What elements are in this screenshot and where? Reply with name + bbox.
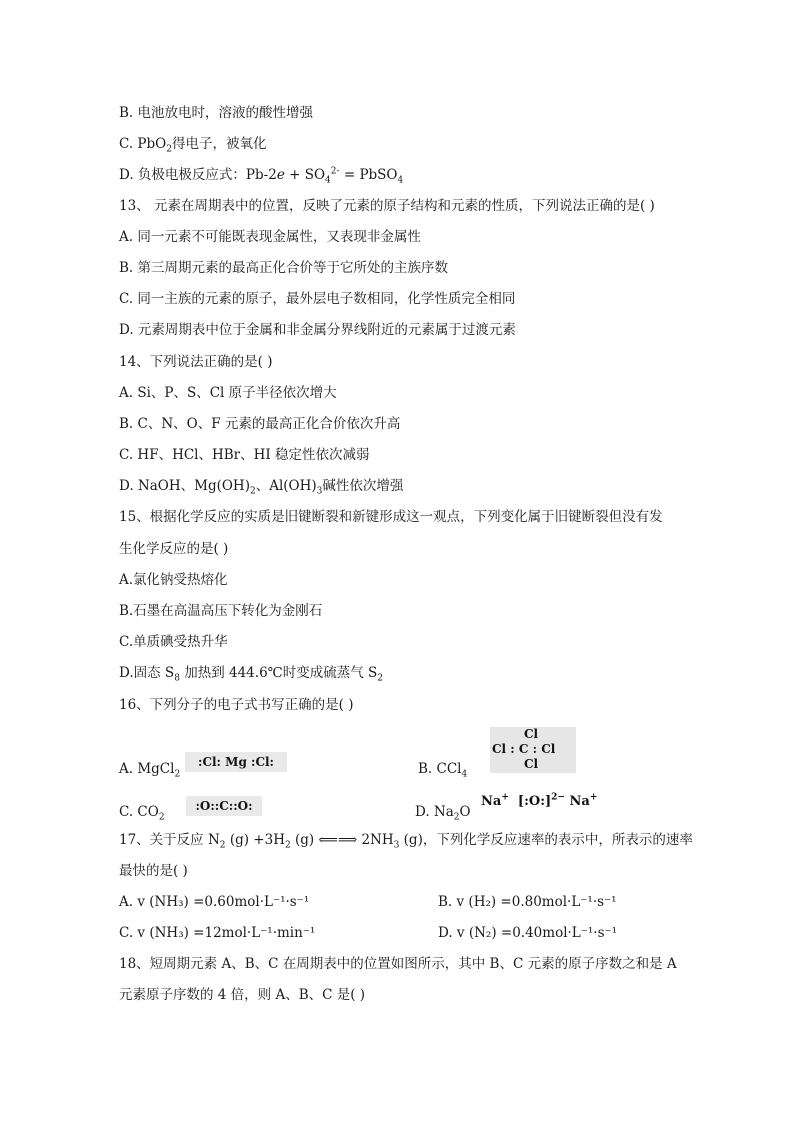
q13-option-b: B. 第三周期元素的最高正化合价等于它所处的主族序数 (119, 260, 449, 276)
q16-option-b-label: B. CCl$_4$ (418, 761, 468, 780)
q14-option-b: B. C、N、O、F 元素的最高正化合价依次升高 (119, 416, 401, 432)
q15-stem-line2: 生化学反应的是( ) (119, 541, 229, 557)
q15-option-b: B.石墨在高温高压下转化为金刚石 (119, 603, 323, 619)
q14-option-c: C. HF、HCl、HBr、HI 稳定性依次减弱 (119, 447, 370, 463)
q16-option-c-label: C. $CO_2$ (119, 804, 165, 823)
q17-stem-line1: 17、关于反应 $N_2$ $(g) +3H_2$ (g) ⟸⟹ $2NH_3$ (g)，下列化学反应速率的表示中，所表示的速率 (119, 832, 693, 851)
q13-option-d: D. 元素周期表中位于金属和非金属分界线附近的元素属于过渡元素 (119, 322, 516, 338)
q16-option-a-label: A. MgCl$_2$ (119, 761, 181, 780)
q14-option-a: A. Si、P、S、Cl 原子半径依次增大 (119, 385, 337, 401)
q16-option-d-label: D. $Na_2O$ (415, 804, 471, 823)
ccl4-bottom-cl: Cl (524, 757, 539, 771)
q15-option-c: C.单质碘受热升华 (119, 634, 228, 650)
q12-option-c: C. PbO$_2$得电子，被氧化 (119, 136, 267, 155)
q18-stem-line2: 元素原子序数的 4 倍，则 A、B、C 是( ) (119, 987, 366, 1003)
q16-option-d-electron-formula: Na+ [:O:]$^{2-}$ Na+ (481, 792, 598, 809)
q17-stem-line2: 最快的是( ) (119, 863, 188, 879)
q18-stem-line1: 18、短周期元素 A、B、C 在周期表中的位置如图所示，其中 B、C 元素的原子序数之和是 A (119, 956, 677, 972)
q16-option-b-electron-formula (490, 727, 576, 773)
ccl4-middle-row: Cl : C : Cl (492, 742, 556, 756)
q16-option-a-electron-formula: :Cl: Mg :Cl: (185, 752, 287, 772)
q16-option-c-electron-formula: :O::C::O: (186, 796, 262, 816)
q15-option-d: D.固态 $S_8$ 加热到 444.6℃时变成硫蒸气 $S_2$ (119, 665, 384, 684)
q12-option-b: B. 电池放电时，溶液的酸性增强 (119, 105, 314, 121)
q17-option-a: A. v (NH₃) =0.60mol·L⁻¹·s⁻¹ (119, 894, 310, 910)
q17-option-c: C. v (NH₃) =12mol·L⁻¹·min⁻¹ (119, 925, 316, 941)
q13-option-a: A. 同一元素不可能既表现金属性，又表现非金属性 (119, 229, 421, 245)
q14-option-d: D. NaOH、$Mg(OH)_2$、$Al(OH)_3$碱性依次增强 (119, 478, 404, 497)
q17-option-b: B. v (H₂) =0.80mol·L⁻¹·s⁻¹ (438, 894, 617, 910)
q14-stem: 14、下列说法正确的是( ) (119, 354, 273, 370)
q15-option-a: A.氯化钠受热熔化 (119, 572, 228, 588)
q15-stem-line1: 15、根据化学反应的实质是旧键断裂和新键形成这一观点，下列变化属于旧键断裂但没有发 (119, 509, 663, 525)
q13-stem: 13、 元素在周期表中的位置，反映了元素的原子结构和元素的性质，下列说法正确的是( ) (119, 198, 655, 214)
q16-stem: 16、下列分子的电子式书写正确的是( ) (119, 697, 354, 713)
q12-option-d: D. 负极电极反应式：$Pb-2e + SO_4^{2-}$ = PbSO$_4$ (119, 166, 404, 186)
q17-option-d: D. v (N₂) =0.40mol·L⁻¹·s⁻¹ (438, 925, 618, 941)
q13-option-c: C. 同一主族的元素的原子，最外层电子数相同，化学性质完全相同 (119, 291, 516, 307)
ccl4-top-cl: Cl (524, 727, 539, 741)
